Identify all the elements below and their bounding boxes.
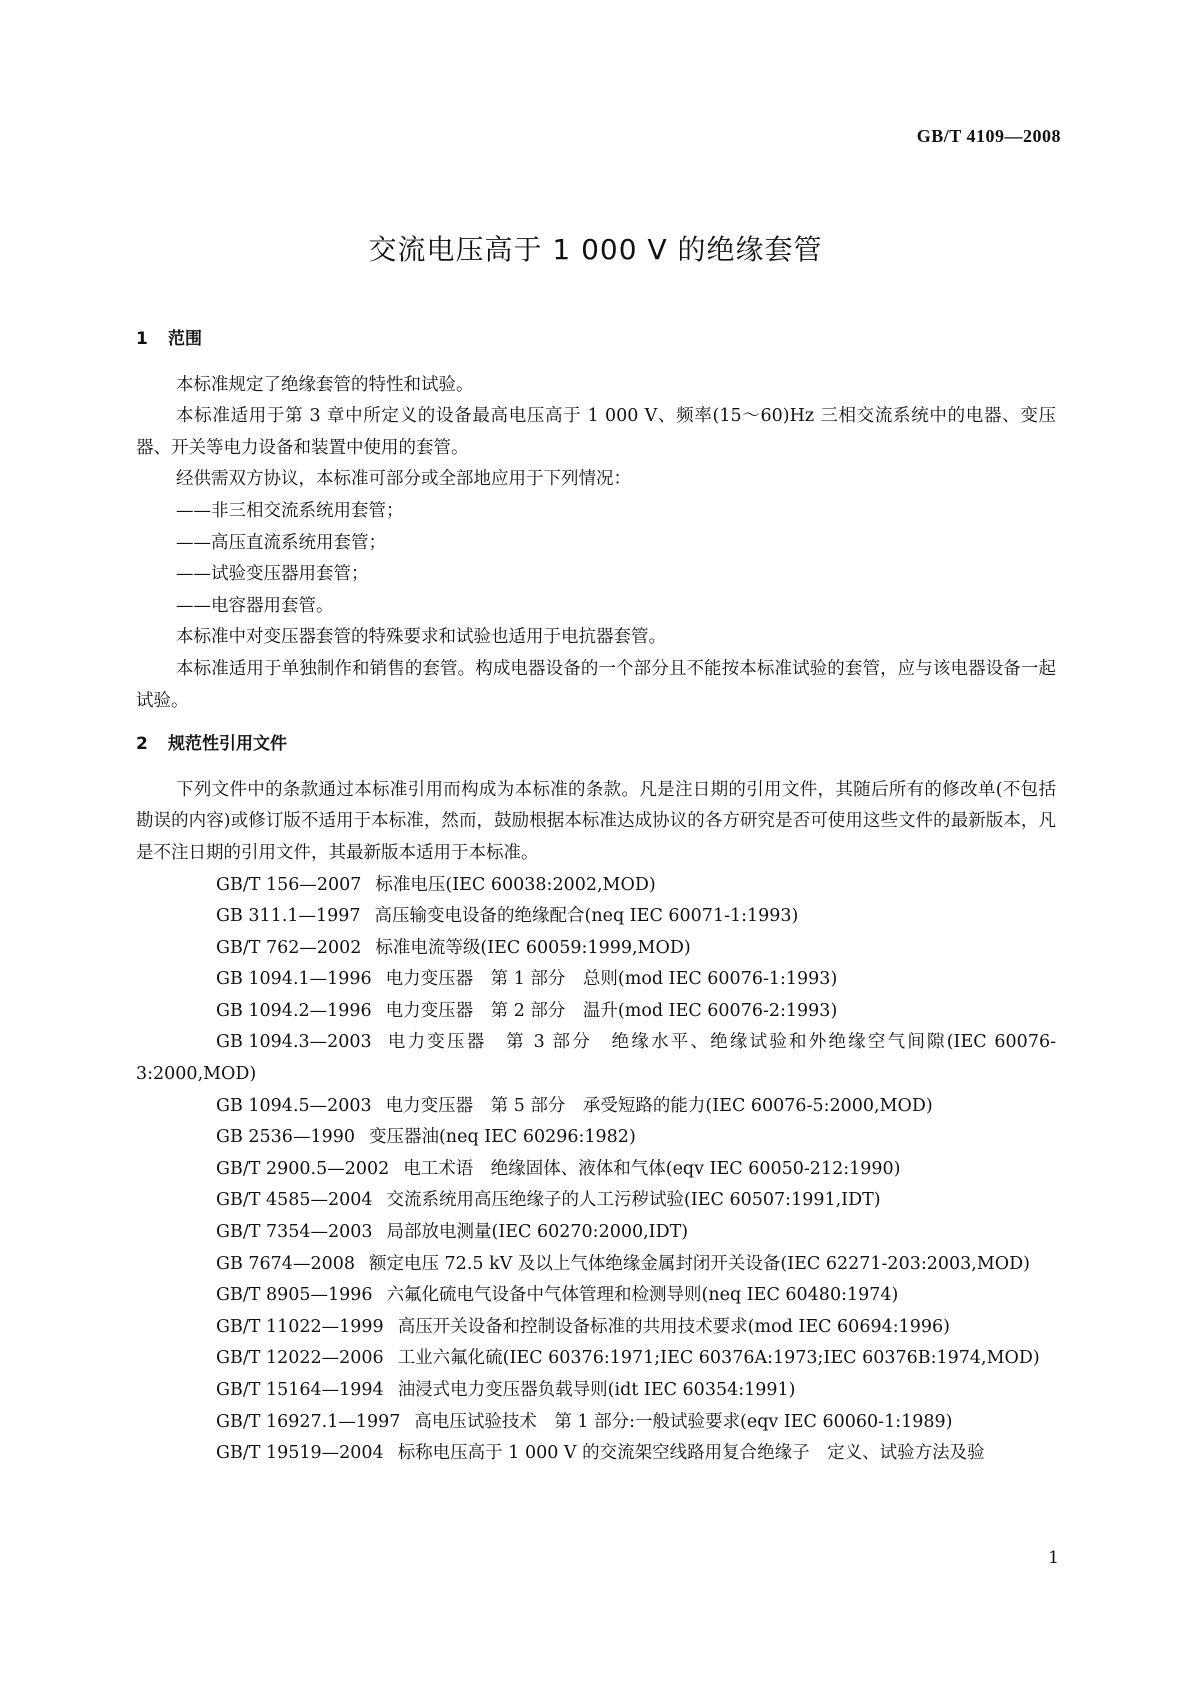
section-title: 规范性引用文件 — [168, 734, 287, 755]
reference-code: GB/T 19519—2004 — [216, 1443, 384, 1464]
reference-item — [136, 870, 1056, 902]
reference-code: GB 2536—1990 — [216, 1127, 355, 1148]
page-number: 1 — [1048, 1548, 1059, 1568]
reference-item — [136, 1312, 1056, 1344]
reference-item — [136, 933, 1056, 965]
reference-item — [136, 1154, 1056, 1186]
reference-title: 标准电流等级(IEC 60059:1999,MOD) — [375, 937, 691, 958]
section-number: 1 — [136, 329, 148, 349]
reference-item — [136, 1217, 1056, 1249]
reference-code: GB/T 15164—1994 — [216, 1380, 384, 1400]
reference-title: 交流系统用高压绝缘子的人工污秽试验(IEC 60507:1991,IDT) — [386, 1190, 881, 1211]
reference-title: 电力变压器 第 2 部分 温升(mod IEC 60076-2:1993) — [385, 1000, 838, 1021]
section-2-heading — [136, 729, 1056, 761]
reference-title: 电工术语 绝缘固体、液体和气体(eqv IEC 60050-212:1990) — [403, 1158, 901, 1179]
reference-code: GB/T 762—2002 — [216, 937, 362, 958]
reference-title: 局部放电测量(IEC 60270:2000,IDT) — [386, 1222, 689, 1243]
reference-title: 工业六氟化硫(IEC 60376:1971;IEC 60376A:1973;IEC 60376B:1974,MOD) — [397, 1348, 1040, 1369]
reference-code: GB/T 8905—1996 — [216, 1285, 373, 1306]
reference-code: GB 1094.3—2003 — [216, 1032, 372, 1053]
reference-list — [136, 870, 1056, 1470]
reference-item — [136, 1407, 1056, 1439]
reference-item — [136, 1343, 1056, 1375]
list-item: ——试验变压器用套管； — [176, 564, 369, 585]
reference-title: 高压开关设备和控制设备标准的共用技术要求(mod IEC 60694:1996) — [397, 1316, 950, 1337]
section-title: 范围 — [168, 329, 202, 349]
reference-item — [136, 1280, 1056, 1312]
reference-title: 六氟化硫电气设备中气体管理和检测导则(neq IEC 60480:1974) — [386, 1285, 899, 1306]
reference-title: 电力变压器 第 5 部分 承受短路的能力(IEC 60076-5:2000,MOD) — [385, 1095, 933, 1116]
paragraph: 本标准中对变压器套管的特殊要求和试验也适用于电抗器套管。 — [176, 627, 666, 648]
reference-title: 油浸式电力变压器负载导则(idt IEC 60354:1991) — [397, 1380, 796, 1400]
reference-item — [136, 964, 1056, 996]
reference-code: GB/T 16927.1—1997 — [216, 1411, 401, 1432]
reference-item — [136, 1185, 1056, 1217]
paragraph: 经供需双方协议，本标准可部分或全部地应用于下列情况： — [176, 469, 631, 490]
reference-title: 高电压试验技术 第 1 部分:一般试验要求(eqv IEC 60060-1:1989) — [414, 1411, 953, 1432]
reference-item — [136, 901, 1056, 933]
reference-code: GB/T 11022—1999 — [216, 1316, 384, 1337]
list-item: ——高压直流系统用套管； — [176, 532, 386, 553]
reference-code: GB/T 12022—2006 — [216, 1348, 384, 1369]
paragraph: 本标准适用于单独制作和销售的套管。构成电器设备的一个部分且不能按本标准试验的套管，应与该电器设备一起试验。 — [136, 658, 1056, 711]
reference-title: 变压器油(neq IEC 60296:1982) — [368, 1127, 636, 1148]
reference-code: GB 1094.5—2003 — [216, 1095, 372, 1116]
reference-title: 高压输变电设备的绝缘配合(neq IEC 60071-1:1993) — [374, 906, 799, 927]
reference-code: GB/T 156—2007 — [216, 874, 362, 895]
reference-item — [136, 1122, 1056, 1154]
section-1-heading — [136, 324, 1056, 356]
document-body — [136, 324, 1056, 1470]
reference-title: 标称电压高于 1 000 V 的交流架空线路用复合绝缘子 定义、试验方法及验 — [397, 1443, 985, 1464]
reference-item — [136, 1091, 1056, 1123]
reference-code: GB 1094.1—1996 — [216, 969, 372, 990]
reference-title: 电力变压器 第 3 部分 绝缘水平、绝缘试验和外绝缘空气间隙(IEC 60076-3:2000,MOD) — [136, 1032, 1056, 1085]
reference-item — [136, 1027, 1056, 1090]
reference-item — [136, 1249, 1056, 1281]
reference-title: 电力变压器 第 1 部分 总则(mod IEC 60076-1:1993) — [385, 969, 838, 990]
reference-item — [136, 996, 1056, 1028]
reference-code: GB 7674—2008 — [216, 1253, 355, 1274]
list-item: ——非三相交流系统用套管； — [176, 500, 404, 521]
reference-item — [136, 1375, 1056, 1407]
paragraph: 本标准规定了绝缘套管的特性和试验。 — [176, 374, 474, 395]
section-number: 2 — [136, 734, 148, 755]
paragraph: 下列文件中的条款通过本标准引用而构成为本标准的条款。凡是注日期的引用文件，其随后所有的修改单(不包括勘误的内容)或修订版不适用于本标准，然而，鼓励根据本标准达成协议的各方研究是否可使用这些文件的最新版本，凡是不注日期的引用文件，其最新版本适用于本标准。 — [136, 779, 1056, 863]
reference-code: GB 311.1—1997 — [216, 906, 361, 927]
reference-code: GB 1094.2—1996 — [216, 1000, 372, 1021]
reference-item — [136, 1438, 1056, 1470]
reference-code: GB/T 4585—2004 — [216, 1190, 373, 1211]
list-item: ——电容器用套管。 — [176, 595, 334, 616]
reference-code: GB/T 2900.5—2002 — [216, 1158, 390, 1179]
reference-title: 额定电压 72.5 kV 及以上气体绝缘金属封闭开关设备(IEC 62271-203:2003,MOD) — [368, 1253, 1030, 1274]
reference-title: 标准电压(IEC 60038:2002,MOD) — [375, 874, 656, 895]
document-title: 交流电压高于 1 000 V 的绝缘套管 — [368, 233, 823, 266]
standard-code: GB/T 4109—2008 — [916, 126, 1061, 146]
reference-code: GB/T 7354—2003 — [216, 1222, 373, 1243]
paragraph: 本标准适用于第 3 章中所定义的设备最高电压高于 1 000 V、频率(15～60)Hz 三相交流系统中的电器、变压器、开关等电力设备和装置中使用的套管。 — [136, 406, 1056, 458]
